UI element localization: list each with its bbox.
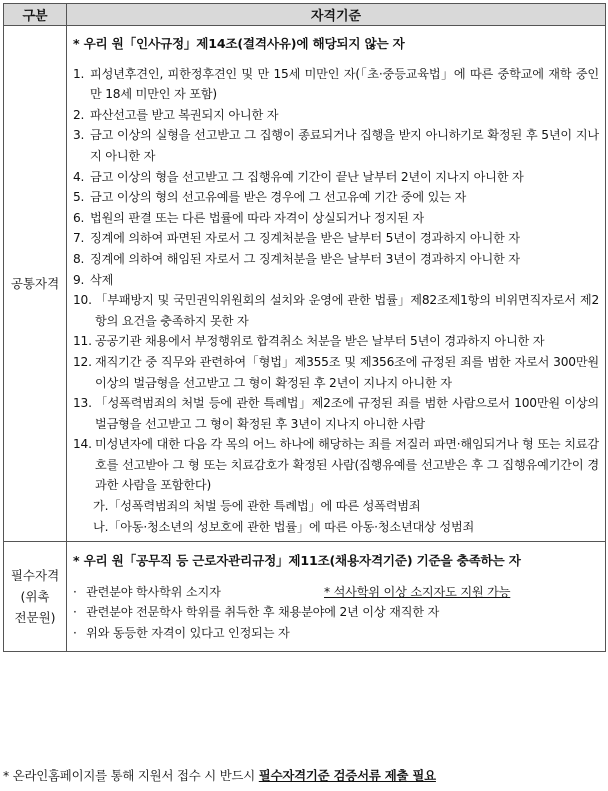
list-item	[73, 187, 599, 208]
item-text: 공공기관 채용에서 부정행위로 합격취소 처분을 받은 날부터 5년이 경과하지 아니한 자	[95, 334, 545, 349]
bachelor-requirement: 관련분야 학사학위 소지자	[86, 584, 221, 599]
required-headline: * 우리 원「공무직 등 근로자관리규정」제11조(채용자격기준) 기준을 충족하는 자	[73, 553, 521, 569]
sub-item-ga: 가.「성폭력범죄의 처벌 등에 관한 특례법」에 따른 성폭력범죄	[93, 499, 421, 514]
bullet: ·	[73, 584, 77, 599]
list-item	[73, 434, 599, 496]
item-number: 6.	[73, 210, 85, 225]
list-item	[73, 290, 599, 331]
required-category-line1: 필수자격	[10, 567, 60, 583]
item-number: 3.	[73, 128, 85, 143]
item-number: 11.	[73, 334, 92, 349]
list-item	[73, 125, 599, 166]
item-text: 파산선고를 받고 복권되지 아니한 자	[90, 107, 279, 122]
common-category-label: 공통자격	[10, 276, 60, 292]
list-item	[73, 105, 599, 126]
item-number: 5.	[73, 190, 85, 205]
list-item	[73, 208, 599, 229]
item-number: 4.	[73, 169, 85, 184]
item-text: 금고 이상의 형을 선고받고 그 집행유예 기간이 끝난 날부터 2년이 지나지 아니한 자	[90, 169, 524, 184]
bullet: ·	[73, 626, 77, 641]
common-headline: * 우리 원「인사규정」제14조(결격사유)에 해당되지 않는 자	[73, 36, 405, 51]
item-number: 8.	[73, 251, 85, 266]
list-item	[73, 352, 599, 393]
item-number: 12.	[73, 354, 92, 369]
item-number: 7.	[73, 231, 85, 246]
item-text: 미성년자에 대한 다음 각 목의 어느 하나에 해당하는 죄를 저질러 파면·해임되거나 형 또는 치료감호를 선고받아 그 형 또는 치료감호가 확정된 사람(집행유예를 선고받은 후 그 집행유예기간이 경과한 사람을 포함한다)	[95, 437, 599, 493]
bullet: ·	[73, 605, 77, 620]
item-text: 금고 이상의 형의 선고유예를 받은 경우에 그 선고유예 기간 중에 있는 자	[90, 190, 467, 205]
item-text: 삭제	[90, 272, 114, 287]
list-item	[73, 64, 599, 105]
list-item	[73, 228, 599, 249]
sub-item-na: 나.「아동·청소년의 성보호에 관한 법률」에 따른 아동·청소년대상 성범죄	[93, 519, 475, 534]
list-item	[73, 393, 599, 434]
list-item	[73, 167, 599, 188]
required-qualification-row	[4, 542, 606, 651]
qualification-table	[3, 3, 606, 652]
common-item-list	[73, 64, 599, 496]
table-header-row	[4, 4, 606, 26]
item-number: 9.	[73, 272, 85, 287]
item-number: 1.	[73, 66, 85, 81]
item-text: 징계에 의하여 해임된 자로서 그 징계처분을 받은 날부터 3년이 경과하지 아니한 자	[90, 251, 520, 266]
required-category-line3: 전문원)	[14, 609, 56, 625]
header-criteria: 자격기준	[67, 4, 606, 26]
required-line-1	[73, 582, 599, 603]
item-number: 14.	[73, 437, 92, 452]
equivalent-requirement: 위와 동등한 자격이 있다고 인정되는 자	[86, 626, 290, 641]
footer-emphasis: 필수자격기준 검증서류 제출 필요	[258, 768, 436, 783]
master-note: * 석사학위 이상 소지자도 지원 가능	[324, 584, 511, 599]
required-line-2	[73, 602, 599, 623]
list-item	[73, 270, 599, 291]
item-text: 「부패방지 및 국민권익위원회의 설치와 운영에 관한 법률」제82조제1항의 비위면직자로서 제2항의 요건을 충족하지 못한 자	[95, 293, 599, 328]
item-text: 법원의 판결 또는 다른 법률에 따라 자격이 상실되거나 정지된 자	[90, 210, 424, 225]
item-text: 징계에 의하여 파면된 자로서 그 징계처분을 받은 날부터 5년이 경과하지 아니한 자	[90, 231, 520, 246]
header-category: 구분	[4, 4, 67, 26]
common-qualification-row	[4, 26, 606, 542]
required-criteria-cell	[67, 542, 606, 651]
item-text: 금고 이상의 실형을 선고받고 그 집행이 종료되거나 집행을 받지 아니하기로 확정된 후 5년이 지나지 아니한 자	[90, 128, 599, 163]
item-number: 13.	[73, 396, 92, 411]
required-category-cell	[4, 542, 67, 651]
item-text: 피성년후견인, 피한정후견인 및 만 15세 미만인 자(「초·중등교육법」에 따른 중학교에 재학 중인 만 18세 미만인 자 포함)	[90, 66, 599, 102]
item-number: 10.	[73, 293, 92, 308]
list-item	[73, 249, 599, 270]
common-category-cell	[4, 26, 67, 542]
required-line-3	[73, 623, 599, 644]
item-text: 「성폭력범죄의 처벌 등에 관한 특례법」제2조에 규정된 죄를 범한 사람으로서 100만원 이상의 벌금형을 선고받고 그 형이 확정된 후 3년이 지나지 아니한 사람	[95, 396, 599, 431]
list-item	[73, 331, 599, 352]
associate-requirement: 관련분야 전문학사 학위를 취득한 후 채용분야에 2년 이상 재직한 자	[86, 605, 440, 620]
footer-prefix: * 온라인홈페이지를 통해 지원서 접수 시 반드시	[3, 768, 256, 783]
common-criteria-cell	[67, 26, 606, 542]
item-text: 재직기간 중 직무와 관련하여「형법」제355조 및 제356조에 규정된 죄를 범한 자로서 300만원 이상의 벌금형을 선고받고 그 형이 확정된 후 2년이 지나지 아니한 자	[95, 354, 599, 390]
item-number: 2.	[73, 107, 85, 122]
footer-note	[3, 766, 605, 784]
required-category-line2: (위촉	[20, 588, 50, 604]
